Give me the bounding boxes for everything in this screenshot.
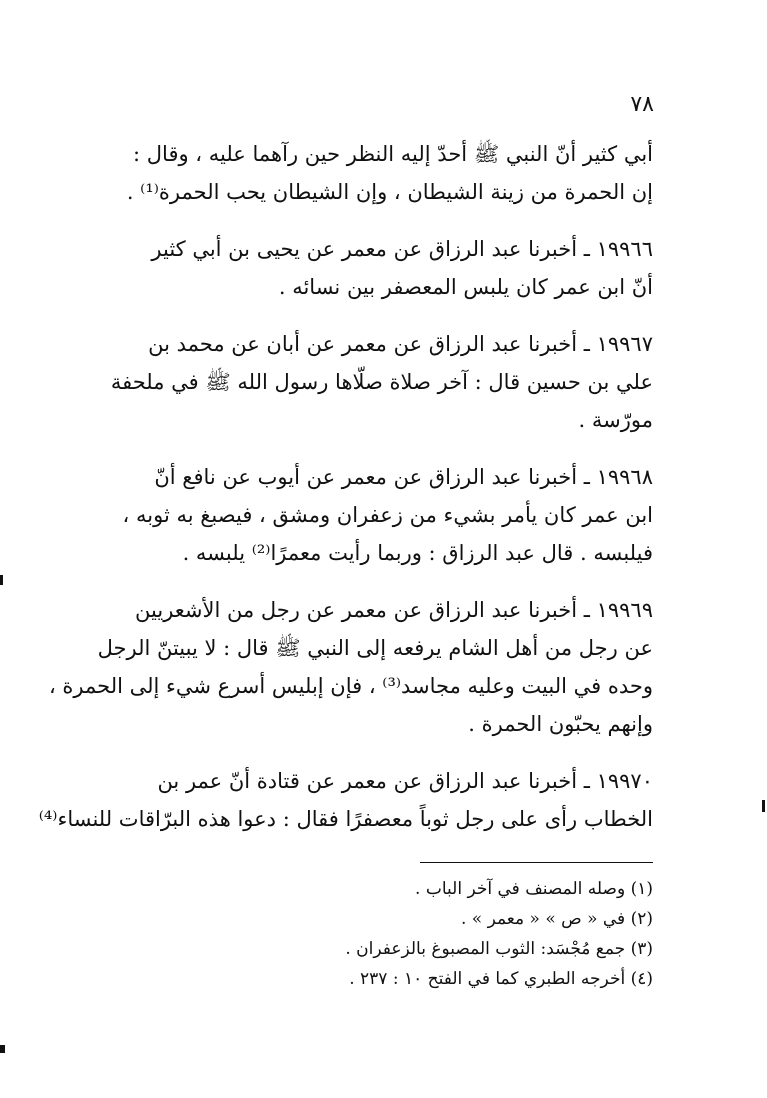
- page-number: ٧٨: [630, 92, 654, 117]
- text-line: أنّ ابن عمر كان يلبس المعصفر بين نسائه .: [278, 275, 653, 299]
- hadith-19969: [48, 591, 653, 743]
- scan-edge-mark: [0, 575, 3, 585]
- hadith-19966: [110, 230, 653, 306]
- body-text: [38, 135, 653, 857]
- footnote-1: (١) وصله المصنف في آخر الباب .: [415, 879, 653, 899]
- text-line: ١٩٩٧٠ ـ أخبرنا عبد الرزاق عن معمر عن قتادة أنّ عمر بن: [157, 769, 653, 793]
- footnote-4: (٤) أخرجه الطبري كما في الفتح ١٠ : ٢٣٧ .: [349, 969, 653, 989]
- text-line: ١٩٩٦٧ ـ أخبرنا عبد الرزاق عن معمر عن أبان عن محمد بن: [148, 332, 653, 356]
- footnotes: [300, 874, 653, 994]
- text-line: ابن عمر كان يأمر بشيء من زعفران ومشق ، فيصبغ به ثوبه ،: [122, 503, 653, 527]
- paragraph-continuation: [110, 135, 653, 211]
- footnote-divider: [420, 862, 653, 863]
- text-line: أبي كثير أنّ النبي ﷺ أحدّ إليه النظر حين رآهما عليه ، وقال :: [133, 142, 653, 166]
- text-line: وإنهم يحبّون الحمرة .: [468, 712, 653, 736]
- text-line: فيلبسه . قال عبد الرزاق : وربما رأيت معمرًا⁽²⁾ يلبسه .: [182, 541, 653, 565]
- footnote-2: (٢) في « ص » « معمر » .: [460, 909, 653, 929]
- text-line: ١٩٩٦٨ ـ أخبرنا عبد الرزاق عن معمر عن أيوب عن نافع أنّ: [154, 465, 653, 489]
- text-line: إن الحمرة من زينة الشيطان ، وإن الشيطان يحب الحمرة⁽¹⁾ .: [126, 180, 653, 204]
- hadith-19968: [110, 458, 653, 572]
- scan-edge-mark: [762, 800, 765, 812]
- text-line: علي بن حسين قال : آخر صلاة صلّاها رسول الله ﷺ في ملحفة: [110, 370, 653, 394]
- hadith-19967: [110, 325, 653, 439]
- text-line: ١٩٩٦٩ ـ أخبرنا عبد الرزاق عن معمر عن رجل من الأشعريين: [135, 598, 653, 622]
- hadith-19970: [38, 762, 653, 838]
- text-line: عن رجل من أهل الشام يرفعه إلى النبي ﷺ قال : لا يبيتنّ الرجل: [97, 636, 653, 660]
- scan-edge-mark: [0, 1045, 5, 1053]
- text-line: الخطاب رأى على رجل ثوباً معصفرًا فقال : دعوا هذه البرّاقات للنساء⁽⁴⁾: [38, 807, 653, 831]
- text-line: ١٩٩٦٦ ـ أخبرنا عبد الرزاق عن معمر عن يحيى بن أبي كثير: [151, 237, 653, 261]
- footnote-3: (٣) جمع مُجْسَد: الثوب المصبوغ بالزعفران .: [345, 939, 653, 959]
- text-line: وحده في البيت وعليه مجاسد⁽³⁾ ، فإن إبليس أسرع شيء إلى الحمرة ،: [48, 674, 653, 698]
- text-line: مورّسة .: [578, 408, 653, 432]
